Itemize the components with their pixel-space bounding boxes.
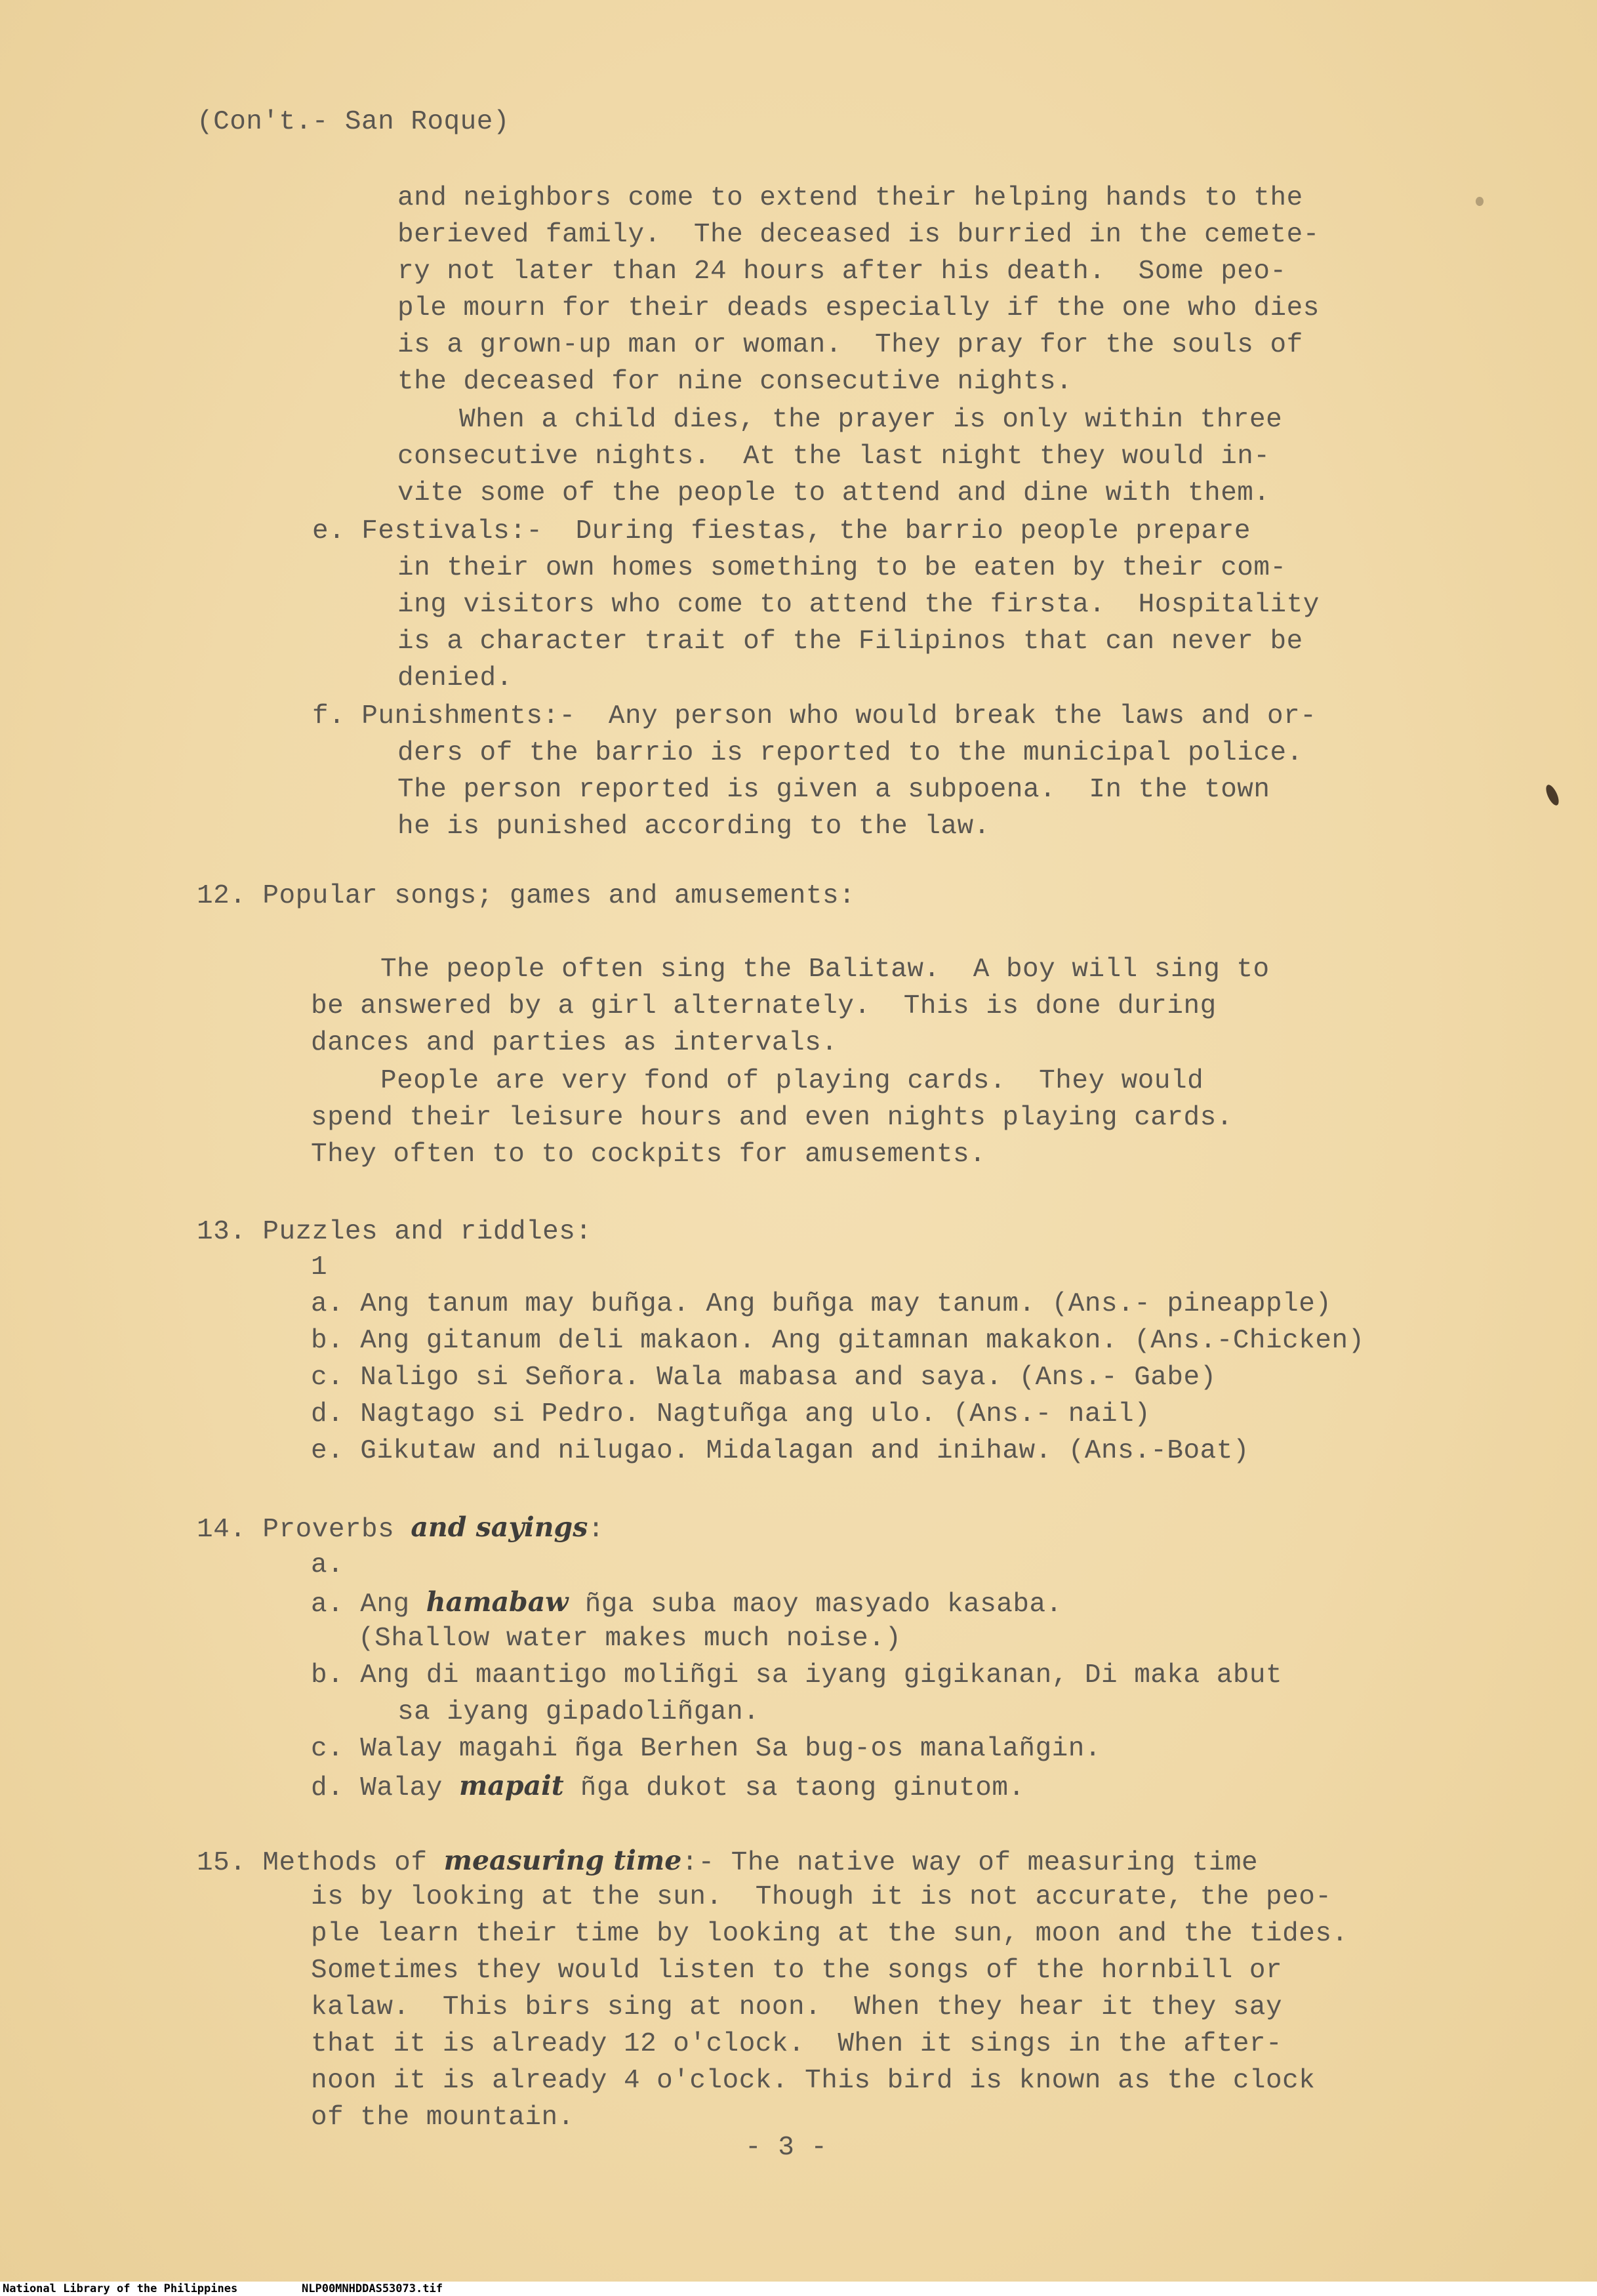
text-line: is by looking at the sun. Though it is not accurate, the peo- xyxy=(311,1882,1332,1912)
text-line: sa iyang gipadoliñgan. xyxy=(397,1697,760,1727)
text-line: 1 xyxy=(311,1252,328,1282)
text-line: People are very fond of playing cards. They would xyxy=(380,1066,1204,1096)
heading-colon: : xyxy=(588,1515,605,1545)
text-line: ing visitors who come to attend the firsta. Hospitality xyxy=(397,590,1320,620)
proverb-text: ñga suba maoy masyado kasaba. xyxy=(568,1589,1062,1620)
proverb-b: b. Ang di maantigo moliñgi sa iyang gigikanan, Di maka abut xyxy=(311,1660,1283,1691)
text-line: vite some of the people to attend and dine with them. xyxy=(397,478,1270,508)
riddle-d: d. Nagtago si Pedro. Nagtuñga ang ulo. (Ans.- nail) xyxy=(311,1399,1151,1429)
proverb-a xyxy=(311,1584,1062,1623)
heading-text: :- The native way of measuring time xyxy=(681,1848,1259,1878)
riddle-e: e. Gikutaw and nilugao. Midalagan and inihaw. (Ans.-Boat) xyxy=(311,1436,1249,1466)
text-line: of the mountain. xyxy=(311,2102,575,2133)
proverb-text: ñga dukot sa taong ginutom. xyxy=(563,1773,1025,1803)
section-13-heading: 13. Puzzles and riddles: xyxy=(197,1217,592,1247)
text-line: and neighbors come to extend their helping hands to the xyxy=(397,183,1303,213)
text-line: ple learn their time by looking at the sun, moon and the tides. xyxy=(311,1919,1348,1949)
footer-library: National Library of the Philippines xyxy=(3,2282,238,2295)
section-12-heading: 12. Popular songs; games and amusements: xyxy=(197,881,856,911)
page-number: - 3 - xyxy=(745,2133,828,2163)
text-line: The person reported is given a subpoena. In the town xyxy=(397,775,1270,805)
text-line: is a character trait of the Filipinos that can never be xyxy=(397,626,1303,657)
proverb-text: d. Walay xyxy=(311,1773,459,1803)
heading-text: 15. Methods of xyxy=(197,1848,444,1878)
text-line: ple mourn for their deads especially if the one who dies xyxy=(397,293,1320,323)
text-line: he is punished according to the law. xyxy=(397,811,990,842)
text-line: The people often sing the Balitaw. A boy will sing to xyxy=(380,954,1270,985)
page-header: (Con't.- San Roque) xyxy=(197,107,510,137)
text-line: Sometimes they would listen to the songs of the hornbill or xyxy=(311,1956,1283,1986)
text-line: When a child dies, the prayer is only within three xyxy=(459,405,1283,435)
text-line: berieved family. The deceased is burried in the cemete- xyxy=(397,220,1320,250)
scan-footer xyxy=(0,2282,1597,2296)
riddle-a: a. Ang tanum may buñga. Ang buñga may tanum. (Ans.- pineapple) xyxy=(311,1289,1332,1319)
proverb-d xyxy=(311,1767,1025,1807)
heading-text: 14. Proverbs xyxy=(197,1515,411,1545)
riddle-b: b. Ang gitanum deli makaon. Ang gitamnan makakon. (Ans.-Chicken) xyxy=(311,1326,1365,1356)
text-line: kalaw. This birs sing at noon. When they hear it they say xyxy=(311,1992,1283,2022)
text-line: ry not later than 24 hours after his death. Some peo- xyxy=(397,256,1287,287)
text-line: be answered by a girl alternately. This is done during xyxy=(311,991,1217,1021)
handwritten-text: hamabaw xyxy=(426,1586,569,1618)
text-line: (Shallow water makes much noise.) xyxy=(358,1624,902,1654)
proverb-text: a. Ang xyxy=(311,1589,426,1620)
text-line: noon it is already 4 o'clock. This bird is known as the clock xyxy=(311,2066,1316,2096)
text-line: spend their leisure hours and even nights playing cards. xyxy=(311,1103,1233,1133)
text-line: is a grown-up man or woman. They pray for the souls of xyxy=(397,330,1303,360)
ink-spot xyxy=(1543,783,1561,808)
text-line: the deceased for nine consecutive nights. xyxy=(397,367,1073,397)
text-line: ders of the barrio is reported to the municipal police. xyxy=(397,738,1303,768)
text-line: dances and parties as intervals. xyxy=(311,1028,838,1058)
text-line: They often to to cockpits for amusements. xyxy=(311,1139,986,1170)
section-15-heading xyxy=(197,1842,1258,1881)
text-line: in their own homes something to be eaten by their com- xyxy=(397,553,1287,583)
footer-file: NLP00MNHDDAS53073.tif xyxy=(302,2282,443,2295)
riddle-c: c. Naligo si Señora. Wala mabasa and saya. (Ans.- Gabe) xyxy=(311,1363,1217,1393)
item-festivals: e. Festivals:- During fiestas, the barrio people prepare xyxy=(312,516,1251,546)
item-punishments: f. Punishments:- Any person who would break the laws and or- xyxy=(312,701,1317,731)
handwritten-text: and sayings xyxy=(411,1511,588,1543)
proverb-c: c. Walay magahi ñga Berhen Sa bug-os manalañgin. xyxy=(311,1734,1101,1764)
handwritten-text: measuring time xyxy=(443,1845,682,1876)
handwritten-text: mapait xyxy=(458,1770,564,1801)
section-14-heading xyxy=(197,1509,604,1548)
text-line: a. xyxy=(311,1550,344,1580)
ink-spot xyxy=(1476,197,1484,206)
text-line: denied. xyxy=(397,663,513,693)
text-line: that it is already 12 o'clock. When it sings in the after- xyxy=(311,2029,1283,2059)
text-line: consecutive nights. At the last night they would in- xyxy=(397,441,1270,472)
